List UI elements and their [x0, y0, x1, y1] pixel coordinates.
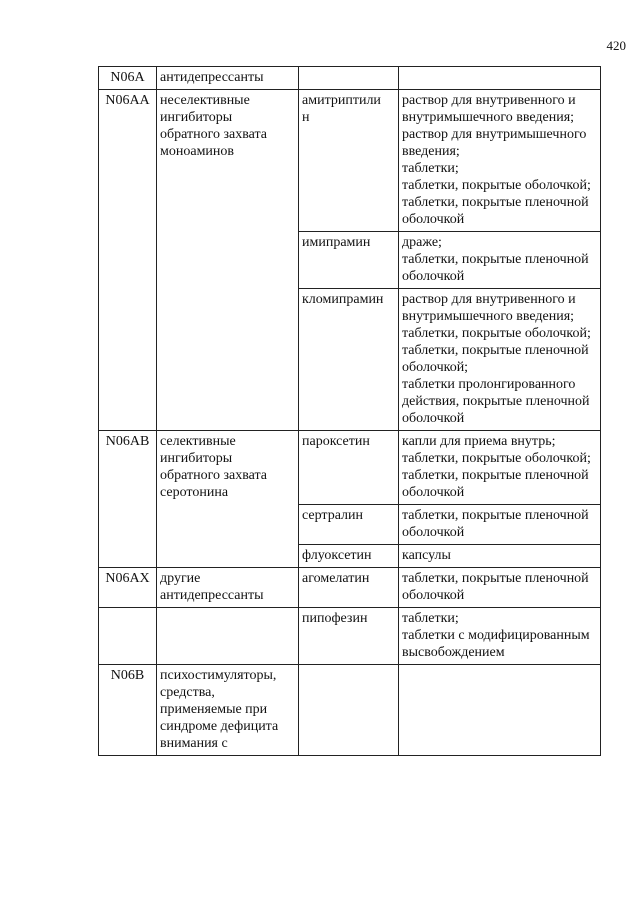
- atc-code-cell: N06AB: [99, 431, 157, 568]
- dosage-forms-cell: таблетки, покрытые пленочной оболочкой: [399, 505, 601, 545]
- atc-code-cell: N06AX: [99, 568, 157, 608]
- page-number: 420: [606, 38, 626, 53]
- table-row: [99, 431, 601, 505]
- drug-name-cell: [299, 67, 399, 90]
- drug-name-cell: пароксетин: [299, 431, 399, 505]
- drug-name-cell: амитриптили н: [299, 90, 399, 232]
- dosage-forms-cell: капли для приема внутрь; таблетки, покрытые оболочкой; таблетки, покрытые пленочной оболочкой: [399, 431, 601, 505]
- group-name-cell: неселективные ингибиторы обратного захвата моноаминов: [157, 90, 299, 431]
- drug-name-cell: пипофезин: [299, 608, 399, 665]
- atc-code-cell: N06A: [99, 67, 157, 90]
- drug-name-cell: сертралин: [299, 505, 399, 545]
- table-row: [99, 665, 601, 756]
- table-row: [99, 608, 601, 665]
- dosage-forms-cell: [399, 67, 601, 90]
- dosage-forms-cell: раствор для внутривенного и внутримышечного введения; таблетки, покрытые оболочкой; таблетки, покрытые пленочной оболочкой; таблетки пролонгированного действия, покрытые пленочной оболочкой: [399, 289, 601, 431]
- dosage-forms-cell: таблетки, покрытые пленочной оболочкой: [399, 568, 601, 608]
- drug-name-cell: флуоксетин: [299, 545, 399, 568]
- dosage-forms-cell: драже; таблетки, покрытые пленочной оболочкой: [399, 232, 601, 289]
- atc-code-cell: N06AA: [99, 90, 157, 431]
- group-name-cell: антидепрессанты: [157, 67, 299, 90]
- group-name-cell: психостимуляторы, средства, применяемые при синдроме дефицита внимания с: [157, 665, 299, 756]
- drug-name-cell: [299, 665, 399, 756]
- drug-name-cell: имипрамин: [299, 232, 399, 289]
- table-row: [99, 67, 601, 90]
- group-name-cell: другие антидепрессанты: [157, 568, 299, 608]
- atc-code-cell: N06B: [99, 665, 157, 756]
- drug-name-cell: агомелатин: [299, 568, 399, 608]
- group-name-cell: селективные ингибиторы обратного захвата серотонина: [157, 431, 299, 568]
- dosage-forms-cell: [399, 665, 601, 756]
- drug-classification-table: [98, 66, 601, 756]
- atc-code-cell: [99, 608, 157, 665]
- drug-name-cell: кломипрамин: [299, 289, 399, 431]
- dosage-forms-cell: раствор для внутривенного и внутримышечного введения; раствор для внутримышечного введения; таблетки; таблетки, покрытые оболочкой; таблетки, покрытые пленочной оболочкой: [399, 90, 601, 232]
- table-row: [99, 90, 601, 232]
- dosage-forms-cell: таблетки; таблетки с модифицированным высвобождением: [399, 608, 601, 665]
- table-row: [99, 568, 601, 608]
- dosage-forms-cell: капсулы: [399, 545, 601, 568]
- group-name-cell: [157, 608, 299, 665]
